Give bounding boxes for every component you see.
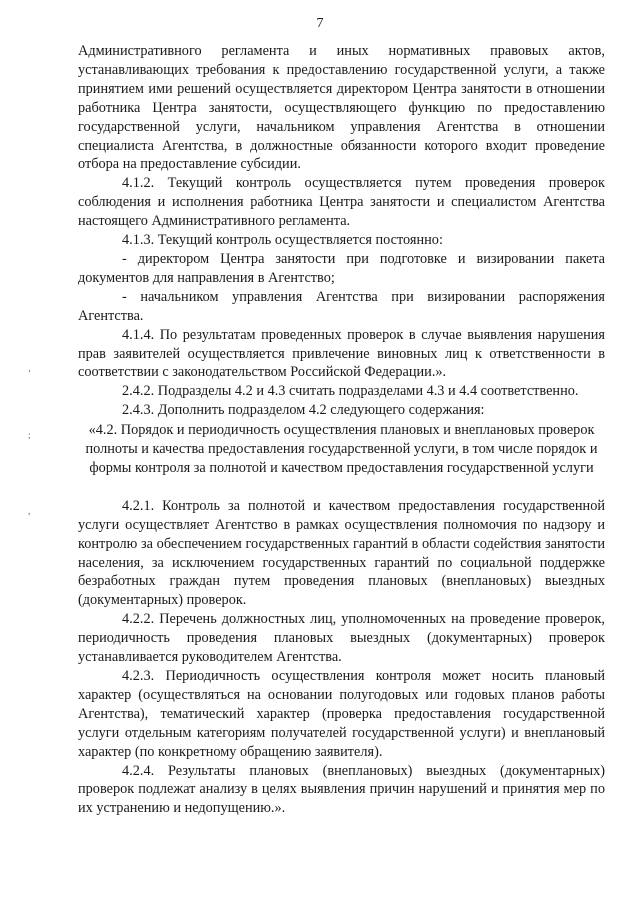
document-body xyxy=(78,42,605,818)
paragraph-2-4-2: 2.4.2. Подразделы 4.2 и 4.3 считать подразделами 4.3 и 4.4 соответственно. xyxy=(122,383,579,400)
paragraph-4-1-2: 4.1.2. Текущий контроль осуществляется путем проведения проверок соблюдения и исполнения работника Центра занятости и специалистом Агентства настоящего Административного регламента. xyxy=(78,175,605,230)
margin-mark: ; xyxy=(28,430,31,440)
paragraph-4-2-4: 4.2.4. Результаты плановых (внеплановых) выездных (документарных) проверок подлежат анализу в целях выявления причин нарушений и принятия мер по их устранению и недопущению.». xyxy=(78,762,605,817)
list-item-director: - директором Центра занятости при подготовке и визировании пакета документов для направления в Агентство; xyxy=(78,250,605,286)
section-heading-block xyxy=(78,421,605,478)
paragraph-2-4-3: 2.4.3. Дополнить подразделом 4.2 следующего содержания: xyxy=(122,402,485,419)
section-heading: «4.2. Порядок и периодичность осуществления плановых и внеплановых проверок полноты и качества предоставления государственной услуги, в том числе порядок и формы контроля за полнотой и качеством предоставления государственной услуги xyxy=(85,422,598,476)
margin-mark: ‘ xyxy=(28,368,31,378)
page-number: 7 xyxy=(316,16,324,31)
paragraph-4-2-2: 4.2.2. Перечень должностных лиц, уполномоченных на проведение проверок, периодичность проведения плановых выездных (документарных) проверок устанавливается руководителем Агентства. xyxy=(78,611,605,666)
paragraph-4-1-3: 4.1.3. Текущий контроль осуществляется постоянно: xyxy=(122,232,443,249)
list-item-head: - начальником управления Агентства при визировании распоряжения Агентства. xyxy=(78,288,605,324)
paragraph-4-2-1: 4.2.1. Контроль за полнотой и качеством предоставления государственной услуги осуществляет Агентство в рамках осуществления полномочия по надзору и контролю за обеспечением государственных гарантий в области содействия занятости населения, за исключением государственных гарантий по социальной поддержке безработных граждан путем проведения плановых (внеплановых) выездных (документарных) проверок. xyxy=(78,497,605,609)
paragraph-4-1-4: 4.1.4. По результатам проведенных проверок в случае выявления нарушения прав заявителей осуществляется привлечение виновных лиц к ответственности в соответствии с законодательством Российской Федерации.». xyxy=(78,326,605,381)
paragraph-continuation: Административного регламента и иных нормативных правовых актов, устанавливающих требования к предоставлению государственной услуги, а также принятием ими решений осуществляется директором Центра занятости в отношении работника Центра занятости, осуществляющего функцию по предоставлению государственной услуги, начальником управления Агентства в отношении специалиста Агентства, в должностные обязанности которого входит проведение отбора на предоставление субсидии. xyxy=(78,43,605,173)
paragraph-4-2-3: 4.2.3. Периодичность осуществления контроля может носить плановый характер (осуществляться на основании полугодовых или годовых планов работы Агентства), тематический характер (проверка предоставления государственной услуги отдельным категориям получателей государственной услуги) и внеплановый характер (по конкретному обращению заявителя). xyxy=(78,668,605,760)
margin-mark: , xyxy=(28,506,31,516)
